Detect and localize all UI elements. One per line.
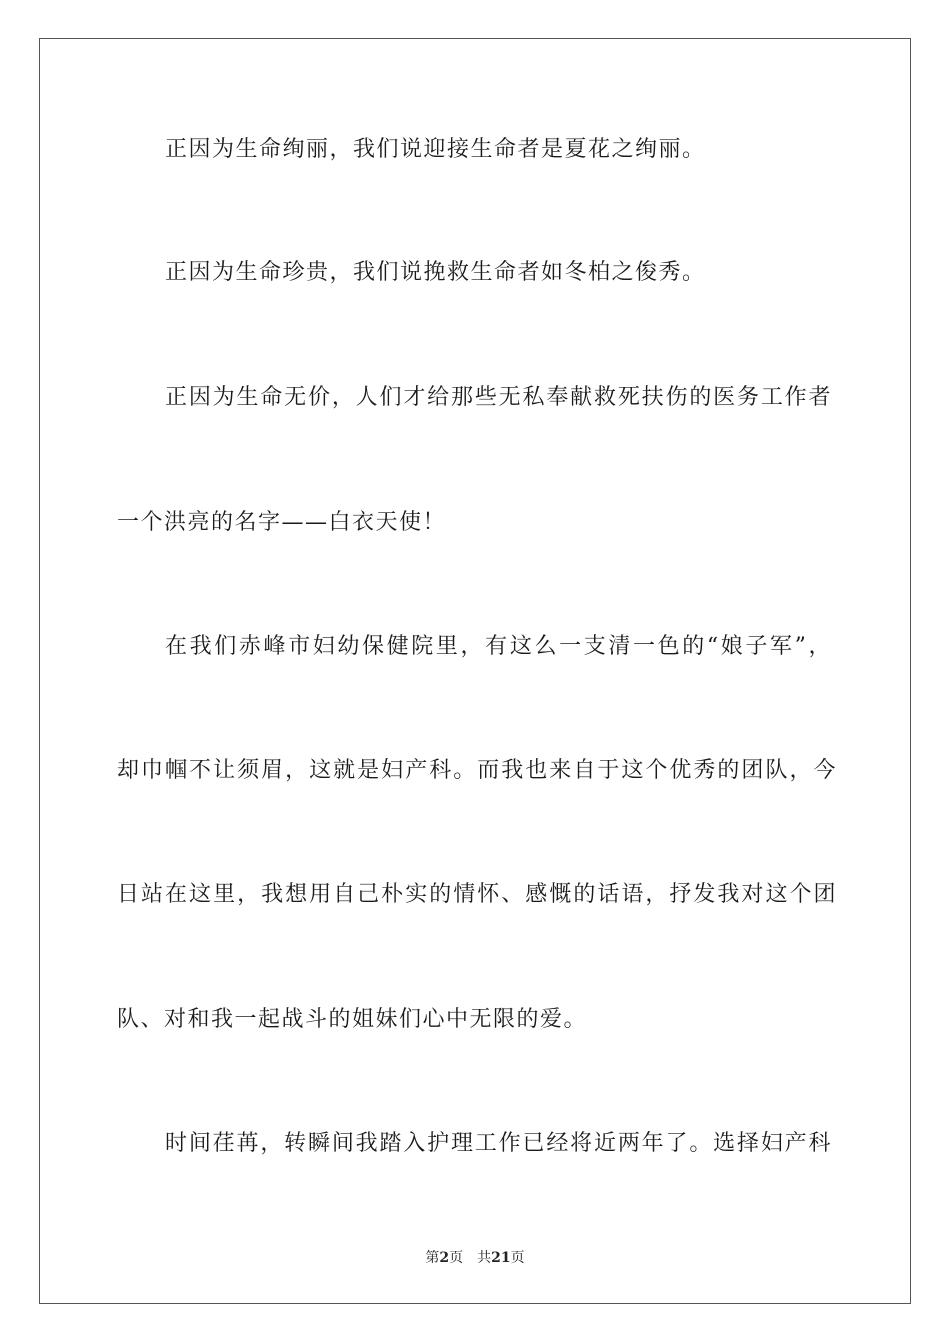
page-label-suffix: 页 — [449, 1250, 464, 1266]
paragraph-line-7: 日站在这里，我想用自己朴实的情怀、感慨的话语，抒发我对这个团 — [117, 882, 837, 907]
total-label-prefix: 共 — [477, 1250, 492, 1266]
paragraph-line-8: 队、对和我一起战斗的姐妹们心中无限的爱。 — [117, 1007, 588, 1032]
page-border — [39, 38, 911, 1304]
paragraph-line-6: 却巾帼不让须眉，这就是妇产科。而我也来自于这个优秀的团队，今 — [117, 758, 837, 783]
total-label-suffix: 页 — [510, 1250, 525, 1266]
paragraph-line-5: 在我们赤峰市妇幼保健院里，有这么一支清一色的“娘子军”， — [165, 634, 832, 659]
page-footer — [0, 1249, 950, 1267]
paragraph-line-3: 正因为生命无价，人们才给那些无私奉献救死扶伤的医务工作者 — [165, 385, 832, 410]
page-number: 2 — [439, 1250, 450, 1266]
paragraph-line-9: 时间荏苒，转瞬间我踏入护理工作已经将近两年了。选择妇产科 — [165, 1131, 832, 1156]
paragraph-line-2: 正因为生命珍贵，我们说挽救生命者如冬柏之俊秀。 — [165, 260, 706, 285]
total-pages: 21 — [491, 1250, 511, 1266]
paragraph-line-1: 正因为生命绚丽，我们说迎接生命者是夏花之绚丽。 — [165, 137, 706, 162]
page-label-prefix: 第 — [425, 1250, 440, 1266]
paragraph-line-4: 一个洪亮的名字——白衣天使！ — [117, 510, 447, 535]
